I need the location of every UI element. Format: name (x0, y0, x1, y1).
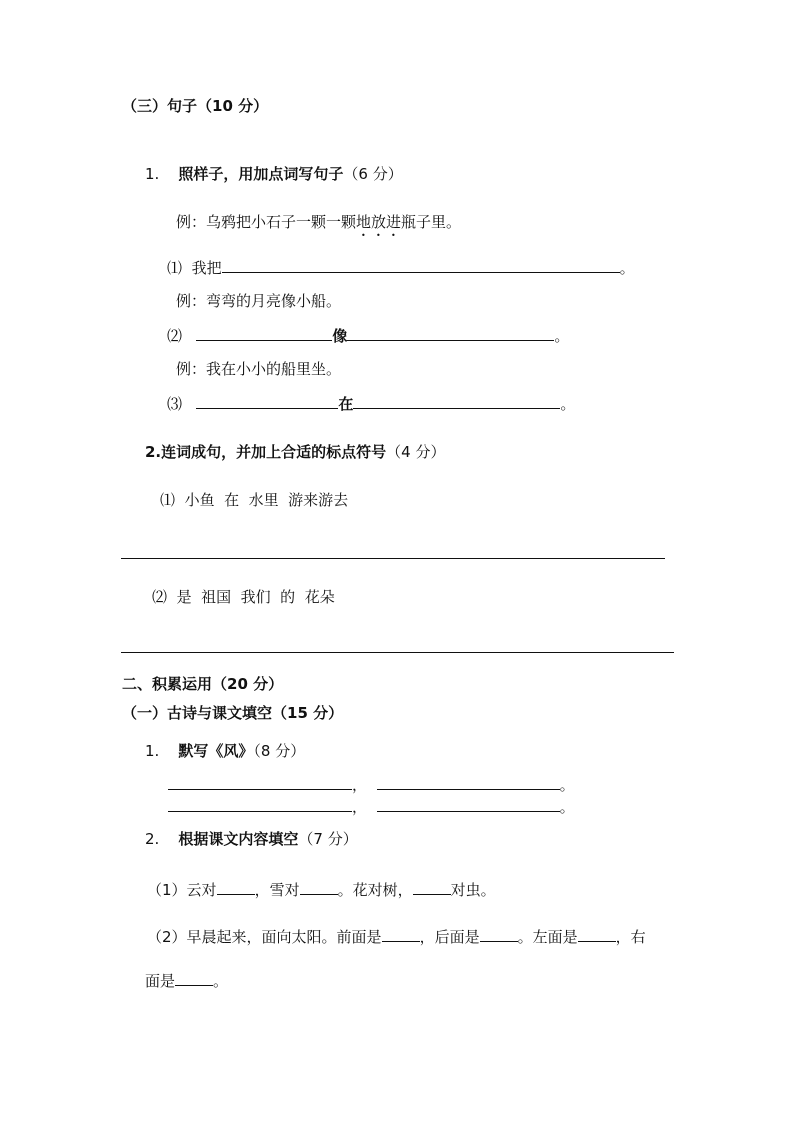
answer-blank[interactable] (377, 796, 560, 812)
fill-text: ，雪对 (254, 881, 300, 899)
question-prompt: 默写《风》 (178, 742, 254, 760)
question-prompt: 2.连词成句，并加上合适的标点符号 (145, 443, 387, 461)
comma: ， (352, 798, 368, 816)
scrambled-words: 小鱼 在 水里 游来游去 (184, 491, 349, 509)
example-label: 例： (176, 292, 207, 310)
item-prefix: 我把 (191, 259, 222, 277)
answer-blank[interactable] (175, 970, 213, 986)
example-text: 弯弯的月亮像小船。 (206, 292, 342, 310)
answer-blank[interactable] (480, 926, 518, 942)
example-3 (176, 359, 341, 379)
fill-item-2-cont (145, 970, 228, 991)
question-2-1 (145, 741, 305, 761)
item-number: ⑵ (152, 588, 168, 606)
fill-item-2 (147, 926, 646, 947)
answer-blank[interactable] (377, 774, 560, 790)
item-end: 。 (560, 395, 576, 413)
item-number: ⑶ (167, 395, 183, 413)
answer-item-2 (167, 325, 569, 346)
answer-blank[interactable] (413, 879, 451, 895)
fill-text: 早晨起来，面向太阳。前面是 (186, 928, 382, 946)
fill-text: 。 (213, 972, 229, 990)
poem-line-1 (168, 774, 575, 795)
item-number: ⑴ (167, 259, 183, 277)
fill-text: 。左面是 (517, 928, 578, 946)
answer-blank[interactable] (300, 879, 338, 895)
fill-text: ，右 (615, 928, 646, 946)
item-number: ⑵ (167, 327, 183, 345)
item-number: ⑴ (160, 491, 176, 509)
question-2-2 (145, 829, 358, 849)
fill-text: 对虫。 (450, 881, 496, 899)
question-score: （7 分） (298, 830, 358, 848)
section-heading: （三）句子（10 分） (122, 97, 269, 115)
question-number: 1. (145, 165, 160, 183)
example-text: 乌鸦把小石子一颗一颗 (206, 213, 357, 231)
example-label: 例： (176, 360, 207, 378)
item-number: （2） (147, 928, 187, 946)
keyword: 在 (338, 395, 354, 413)
subsection-heading: （一）古诗与课文填空（15 分） (122, 704, 344, 722)
item-end: 。 (554, 327, 570, 345)
item-number: （1） (147, 881, 187, 899)
answer-blank[interactable] (578, 926, 616, 942)
example-2 (176, 291, 341, 311)
dotted-word: 地放进 (356, 213, 402, 231)
item-end: 。 (619, 259, 635, 277)
answer-blank[interactable] (196, 393, 338, 409)
fill-text: 云对 (186, 881, 217, 899)
keyword: 像 (332, 327, 348, 345)
example-text-end: 瓶子里。 (401, 213, 462, 231)
question-score: （8 分） (253, 742, 306, 760)
answer-line[interactable] (121, 558, 665, 559)
comma: ， (352, 776, 368, 794)
example-1 (176, 212, 461, 240)
answer-blank[interactable] (347, 325, 554, 341)
question-2 (145, 442, 445, 462)
question-1 (145, 164, 403, 184)
example-text: 我在小小的船里坐。 (206, 360, 342, 378)
part-heading: 二、积累运用（20 分） (122, 675, 284, 693)
answer-line[interactable] (121, 652, 674, 653)
question-score: （6 分） (343, 165, 403, 183)
question-prompt: 照样子，用加点词写句子 (178, 165, 344, 183)
question-number: 1. (145, 742, 160, 760)
word-item-1 (160, 490, 348, 510)
question-prompt: 根据课文内容填空 (178, 830, 299, 848)
fill-text: ，后面是 (419, 928, 480, 946)
fill-text: 面是 (145, 972, 176, 990)
period: 。 (559, 798, 575, 816)
scrambled-words: 是 祖国 我们 的 花朵 (176, 588, 335, 606)
answer-blank[interactable] (382, 926, 420, 942)
answer-item-3 (167, 393, 575, 414)
example-label: 例： (176, 213, 207, 231)
period: 。 (559, 776, 575, 794)
answer-blank[interactable] (168, 774, 352, 790)
answer-blank[interactable] (196, 325, 332, 341)
fill-item-1 (147, 879, 496, 900)
question-score: （4 分） (386, 443, 446, 461)
answer-blank[interactable] (168, 796, 352, 812)
word-item-2 (152, 587, 335, 607)
answer-blank[interactable] (353, 393, 560, 409)
fill-text: 。花对树， (337, 881, 413, 899)
answer-blank[interactable] (217, 879, 255, 895)
poem-line-2 (168, 796, 575, 817)
answer-blank[interactable] (222, 257, 620, 273)
question-number: 2. (145, 830, 160, 848)
answer-item-1 (167, 257, 635, 278)
